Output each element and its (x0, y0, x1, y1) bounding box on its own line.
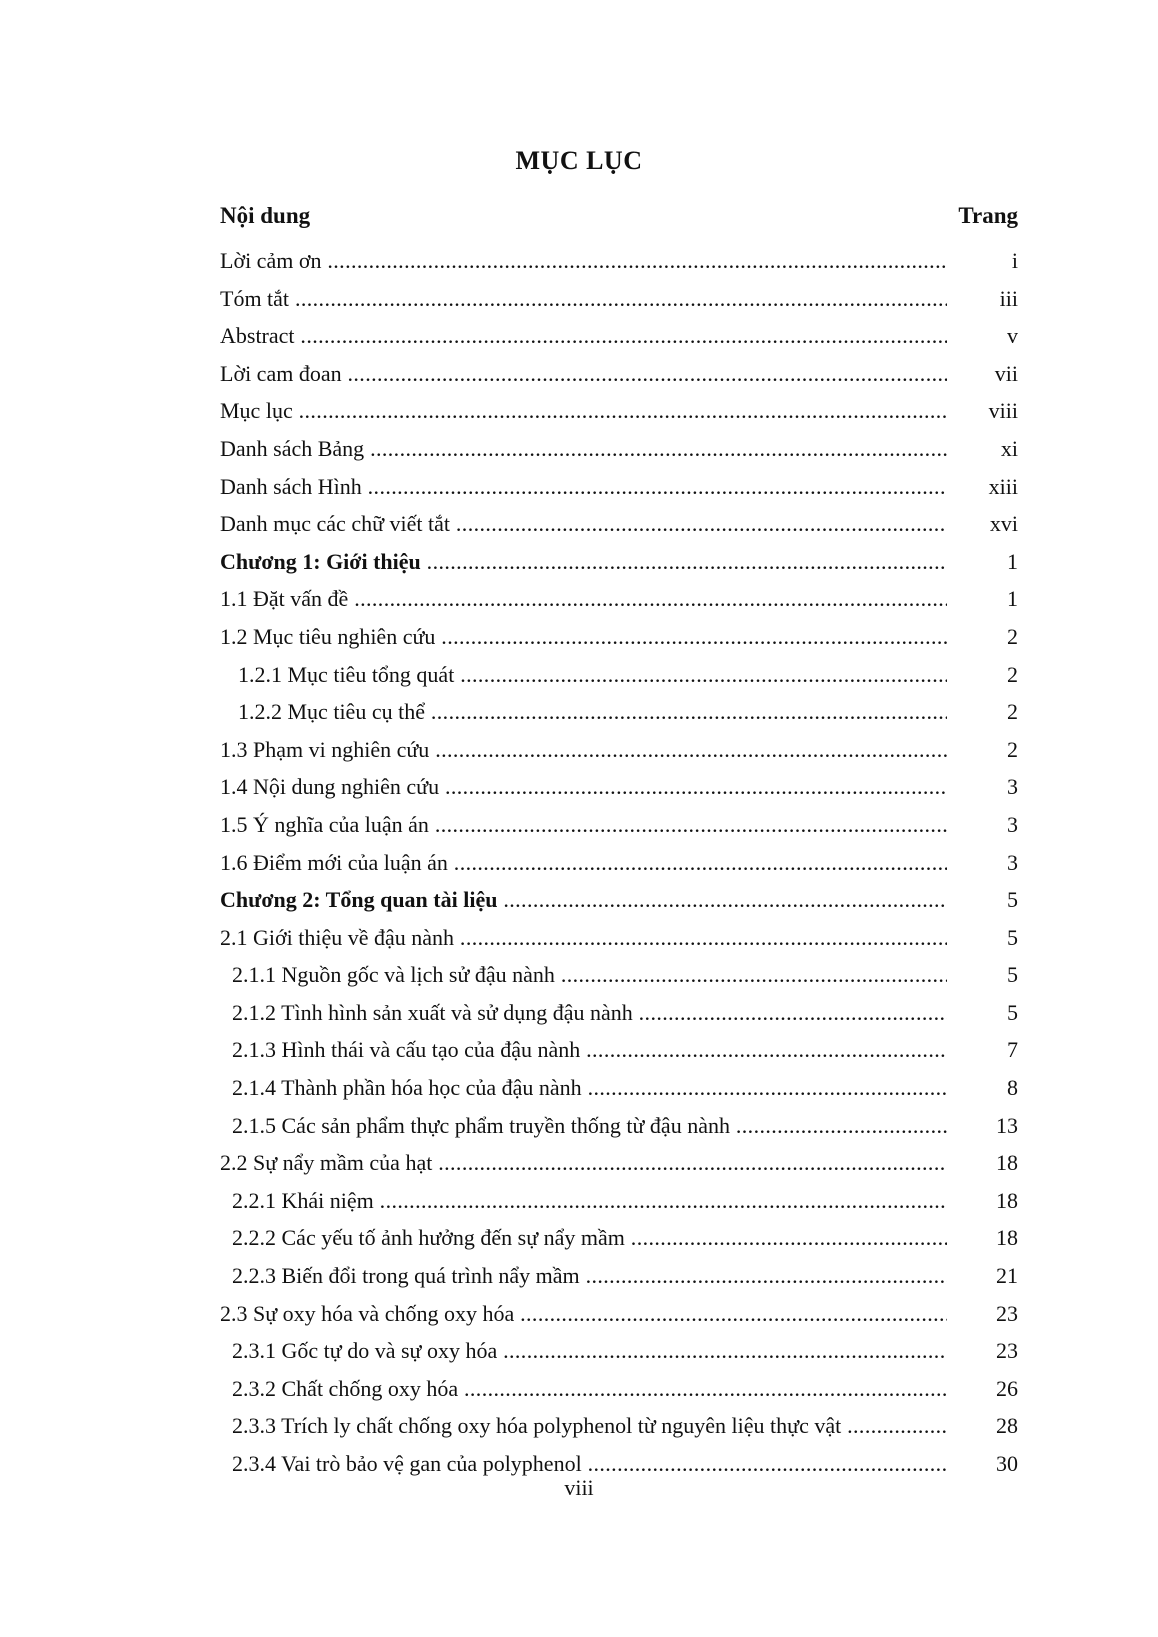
toc-entry-title: 2.2 Sự nẩy mầm của hạt (220, 1150, 433, 1176)
toc-entry[interactable] (220, 585, 1018, 623)
toc-entry-page: 3 (1007, 849, 1018, 875)
toc-entry-title: 2.3 Sự oxy hóa và chống oxy hóa (220, 1300, 515, 1326)
toc-entry-page: 23 (996, 1338, 1018, 1364)
toc-entry[interactable] (220, 435, 1018, 473)
toc-subentry[interactable] (220, 1375, 1018, 1413)
toc-entry[interactable] (220, 322, 1018, 360)
toc-entry-page: 1 (1007, 548, 1018, 574)
toc-entry-title: 1.6 Điểm mới của luận án (220, 849, 448, 875)
toc-entry-page: iii (999, 285, 1018, 311)
toc-entry[interactable] (220, 773, 1018, 811)
toc-subentry[interactable] (220, 961, 1018, 999)
toc-entry-title: Abstract (220, 323, 295, 349)
toc-entry-title: 2.2.2 Các yếu tố ảnh hưởng đến sự nẩy mầm (232, 1225, 625, 1251)
toc-entry[interactable] (220, 849, 1018, 887)
toc-entry-title: 2.1.4 Thành phần hóa học của đậu nành (232, 1075, 582, 1101)
toc-entry-page: xvi (989, 511, 1018, 537)
toc-entry-page: 5 (1007, 962, 1018, 988)
toc-entry-title: 2.1.3 Hình thái và cấu tạo của đậu nành (232, 1037, 581, 1063)
toc-entry[interactable] (220, 1300, 1018, 1338)
toc-entry-page: 23 (996, 1300, 1018, 1326)
toc-entry-page: v (1007, 323, 1018, 349)
toc-subentry[interactable] (220, 1262, 1018, 1300)
toc-subentry[interactable] (220, 1036, 1018, 1074)
toc-subentry[interactable] (220, 1337, 1018, 1375)
toc-entry-title: 1.2.1 Mục tiêu tổng quát (238, 661, 455, 687)
toc-entry-title: 2.1.1 Nguồn gốc và lịch sử đậu nành (232, 962, 555, 988)
toc-subentry[interactable] (220, 1112, 1018, 1150)
toc-entry-title: 1.1 Đặt vấn đề (220, 586, 349, 612)
toc-subentry[interactable] (220, 999, 1018, 1037)
toc-entry-title: Danh sách Hình (220, 473, 362, 499)
toc-entry-title: 2.3.1 Gốc tự do và sự oxy hóa (232, 1338, 498, 1364)
toc-entry-page: viii (988, 398, 1018, 424)
toc-entry-title: 2.2.3 Biến đổi trong quá trình nẩy mầm (232, 1263, 580, 1289)
toc-entry[interactable] (220, 736, 1018, 774)
toc-entry-page: 28 (996, 1413, 1018, 1439)
toc-entry-title: Mục lục (220, 398, 293, 424)
toc-entry-title: 2.3.3 Trích ly chất chống oxy hóa polyphenol từ nguyên liệu thực vật (232, 1413, 842, 1439)
toc-entry-page: 7 (1007, 1037, 1018, 1063)
toc-entry-page: 5 (1007, 887, 1018, 913)
toc-entry-title: 2.1.5 Các sản phẩm thực phẩm truyền thống từ đậu nành (232, 1112, 730, 1138)
toc-entry-title: 2.3.2 Chất chống oxy hóa (232, 1375, 459, 1401)
toc-entry-page: vii (994, 360, 1018, 386)
toc-entry-title: 2.2.1 Khái niệm (232, 1187, 374, 1213)
toc-subentry[interactable] (220, 1074, 1018, 1112)
toc-entry-page: 21 (996, 1263, 1018, 1289)
toc-entry-page: xi (1000, 435, 1018, 461)
toc-entry[interactable] (220, 473, 1018, 511)
toc-header-page-label: Trang (958, 203, 1018, 228)
toc-entry-page: xiii (988, 473, 1018, 499)
toc-subentry[interactable] (220, 698, 1018, 736)
toc-entry-title: 1.4 Nội dung nghiên cứu (220, 774, 440, 800)
toc-entry[interactable] (220, 1149, 1018, 1187)
toc-entry-title: Danh mục các chữ viết tắt (220, 511, 450, 537)
toc-entry[interactable] (220, 285, 1018, 323)
toc-entry-title: 1.5 Ý nghĩa của luận án (220, 811, 429, 837)
toc-entry[interactable] (220, 247, 1018, 285)
toc-subentry[interactable] (220, 1224, 1018, 1262)
page-title: MỤC LỤC (515, 146, 643, 175)
toc-list (220, 247, 1018, 1488)
toc-entry-page: 5 (1007, 924, 1018, 950)
toc-entry-page: 26 (996, 1375, 1018, 1401)
toc-entry[interactable] (220, 397, 1018, 435)
toc-header (220, 203, 1018, 233)
toc-entry-page: 8 (1007, 1075, 1018, 1101)
toc-entry-page: 2 (1007, 699, 1018, 725)
toc-entry-page: 3 (1007, 811, 1018, 837)
toc-entry-page: 18 (996, 1225, 1018, 1251)
toc-header-content-label: Nội dung (220, 203, 311, 228)
toc-entry[interactable] (220, 360, 1018, 398)
toc-entry-page: 2 (1007, 736, 1018, 762)
toc-entry[interactable] (220, 924, 1018, 962)
toc-subentry[interactable] (220, 661, 1018, 699)
footer-page-number: viii (564, 1475, 594, 1500)
toc-entry-title: Tóm tắt (220, 285, 290, 311)
toc-entry-title: 1.2.2 Mục tiêu cụ thể (238, 699, 425, 725)
toc-entry-page: 5 (1007, 999, 1018, 1025)
toc-entry-page: 18 (996, 1150, 1018, 1176)
toc-entry-page: 2 (1007, 661, 1018, 687)
toc-entry-title: 1.2 Mục tiêu nghiên cứu (220, 623, 436, 649)
toc-entry-page: 1 (1007, 586, 1018, 612)
toc-entry-title: Lời cam đoan (220, 360, 342, 386)
toc-entry-page: 2 (1007, 623, 1018, 649)
toc-entry-title: Lời cảm ơn (220, 248, 322, 273)
toc-chapter-entry[interactable] (220, 886, 1018, 924)
toc-entry[interactable] (220, 623, 1018, 661)
toc-entry-title: 2.1 Giới thiệu về đậu nành (220, 924, 455, 950)
toc-entry-page: 13 (996, 1112, 1018, 1138)
toc-entry-page: 18 (996, 1187, 1018, 1213)
toc-entry-title: 1.3 Phạm vi nghiên cứu (220, 736, 430, 762)
toc-chapter-entry[interactable] (220, 548, 1018, 586)
toc-entry-title: Chương 2: Tổng quan tài liệu (220, 887, 498, 913)
toc-entry-title: Danh sách Bảng (220, 435, 365, 461)
toc-entry[interactable] (220, 510, 1018, 548)
toc-subentry[interactable] (220, 1187, 1018, 1225)
toc-entry-title: Chương 1: Giới thiệu (220, 548, 421, 574)
toc-entry-page: 3 (1007, 774, 1018, 800)
toc-entry-page: 30 (996, 1451, 1018, 1476)
toc-entry-title: 2.1.2 Tình hình sản xuất và sử dụng đậu nành (232, 999, 633, 1025)
toc-entry[interactable] (220, 811, 1018, 849)
toc-entry-page: i (1011, 248, 1018, 273)
toc-subentry[interactable] (220, 1412, 1018, 1450)
toc-entry-title: 2.3.4 Vai trò bảo vệ gan của polyphenol (232, 1451, 582, 1476)
